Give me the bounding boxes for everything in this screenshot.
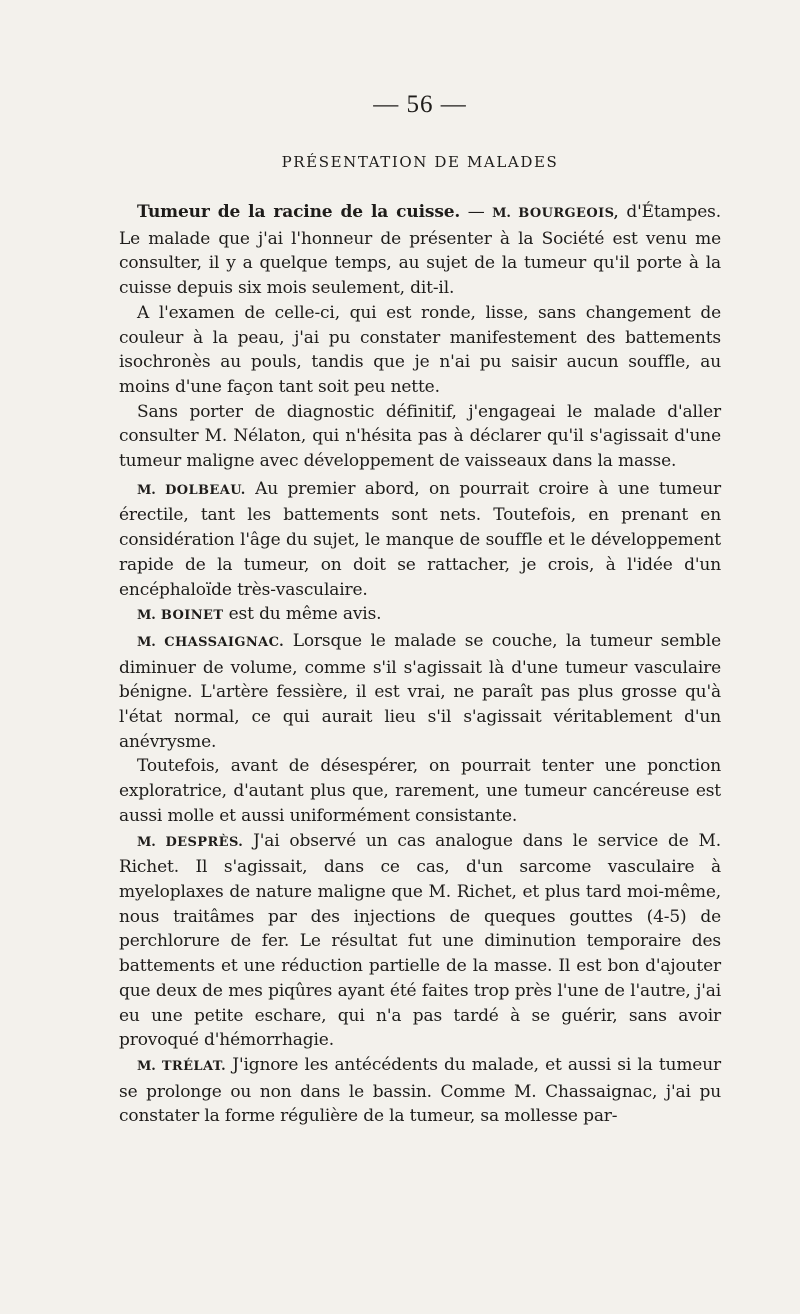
paragraph-chassaignac: [119, 629, 721, 755]
speaker-prefix: M.: [137, 834, 156, 850]
paragraph-despres: [119, 829, 721, 1053]
case-title: Tumeur de la racine de la cuisse.: [137, 202, 461, 222]
paragraph-text: d'Étampes. Le malade que j'ai l'honneur de présenter à la Société est venu me consulter, il y a quelque temps, au sujet de la tumeur qu'il porte à la cuisse depuis six mois seulement, dit-il.: [119, 202, 721, 299]
page-number: — 56 —: [373, 91, 467, 118]
paragraph-text: Au premier abord, on pourrait croire à une tumeur érectile, tant les battements sont nets. Toutefois, en prenant en considération l'âge du sujet, le manque de souffle et le développement rapide de la tumeur, on doit se rattacher, je crois, à l'idée d'un encéphaloïde très-vasculaire.: [119, 478, 721, 600]
speaker-prefix: M.: [137, 1058, 156, 1074]
paragraph-text: J'ai observé un cas analogue dans le service de M. Richet. Il s'agissait, dans ce cas, d'un sarcome vasculaire à myeloplaxes de nature maligne que M. Richet, et plus tard moi-même, nous traitâmes par des injections de queques gouttes (4-5) de perchlorure de fer. Le résultat fut une diminution temporaire des battements et une réduction partielle de la masse. Il est bon d'ajouter que deux de mes piqûres ayant été faites trop près l'une de l'autre, j'ai eu une petite eschare, qui n'a pas tardé à se guérir, sans avoir provoqué d'hémorrhagie.: [119, 830, 721, 1051]
paragraph-boinet: [119, 602, 721, 629]
section-heading: PRÉSENTATION DE MALADES: [281, 153, 559, 171]
paragraph-text: Lorsque le malade se couche, la tumeur semble diminuer de volume, comme s'il s'agissait là d'une tumeur vasculaire bénigne. L'artère fessière, il est vrai, ne paraît pas plus grosse qu'à l'état normal, ce qui aurait lieu s'il s'agissait véritablement d'un anévrysme.: [119, 630, 721, 752]
paragraph-diagnostic: Sans porter de diagnostic définitif, j'engageai le malade d'aller consulter M. Nélaton, qui n'hésita pas à déclarer qu'il s'agissait d'une tumeur maligne avec développement de vaisseaux dans la masse.: [119, 401, 721, 472]
paragraph-dolbeau: [119, 477, 721, 603]
title-dash: —: [460, 202, 493, 222]
paragraph-examen: A l'examen de celle-ci, qui est ronde, lisse, sans changement de couleur à la peau, j'ai pu constater manifestement des battements isochronès au pouls, tandis que je n'ai pu saisir aucun souffle, au moins d'une façon tant soit peu nette.: [119, 302, 721, 397]
speaker-prefix: M.: [137, 634, 156, 650]
paragraph-trelat: [119, 1053, 721, 1129]
speaker-prefix: M.: [492, 206, 511, 221]
speaker-prefix: M.: [137, 608, 156, 624]
page-text-block: [119, 88, 721, 1129]
speaker-prefix: M.: [137, 482, 156, 498]
speaker-name-trelat: TRÉLAT.: [161, 1058, 227, 1074]
speaker-name-chassaignac: CHASSAIGNAC.: [164, 634, 285, 650]
speaker-name-despres: DESPRÈS.: [165, 834, 244, 850]
paragraph-text: est du même avis.: [223, 604, 382, 625]
paragraph-bourgeois: [119, 200, 721, 301]
paragraph-text: J'ignore les antécédents du malade, et aussi si la tumeur se prolonge ou non dans le bassin. Comme M. Chassaignac, j'ai pu constater la forme régulière de la tumeur, sa mollesse par-: [119, 1054, 721, 1127]
speaker-name-boinet: BOINET: [160, 608, 224, 624]
speaker-name-dolbeau: DOLBEAU.: [165, 482, 246, 498]
paragraph-ponction: Toutefois, avant de désespérer, on pourrait tenter une ponction exploratrice, d'autant plus que, rarement, une tumeur cancéreuse est aussi molle et aussi uniformément consistante.: [119, 756, 721, 826]
speaker-name-bourgeois: BOURGEOIS,: [518, 206, 619, 221]
